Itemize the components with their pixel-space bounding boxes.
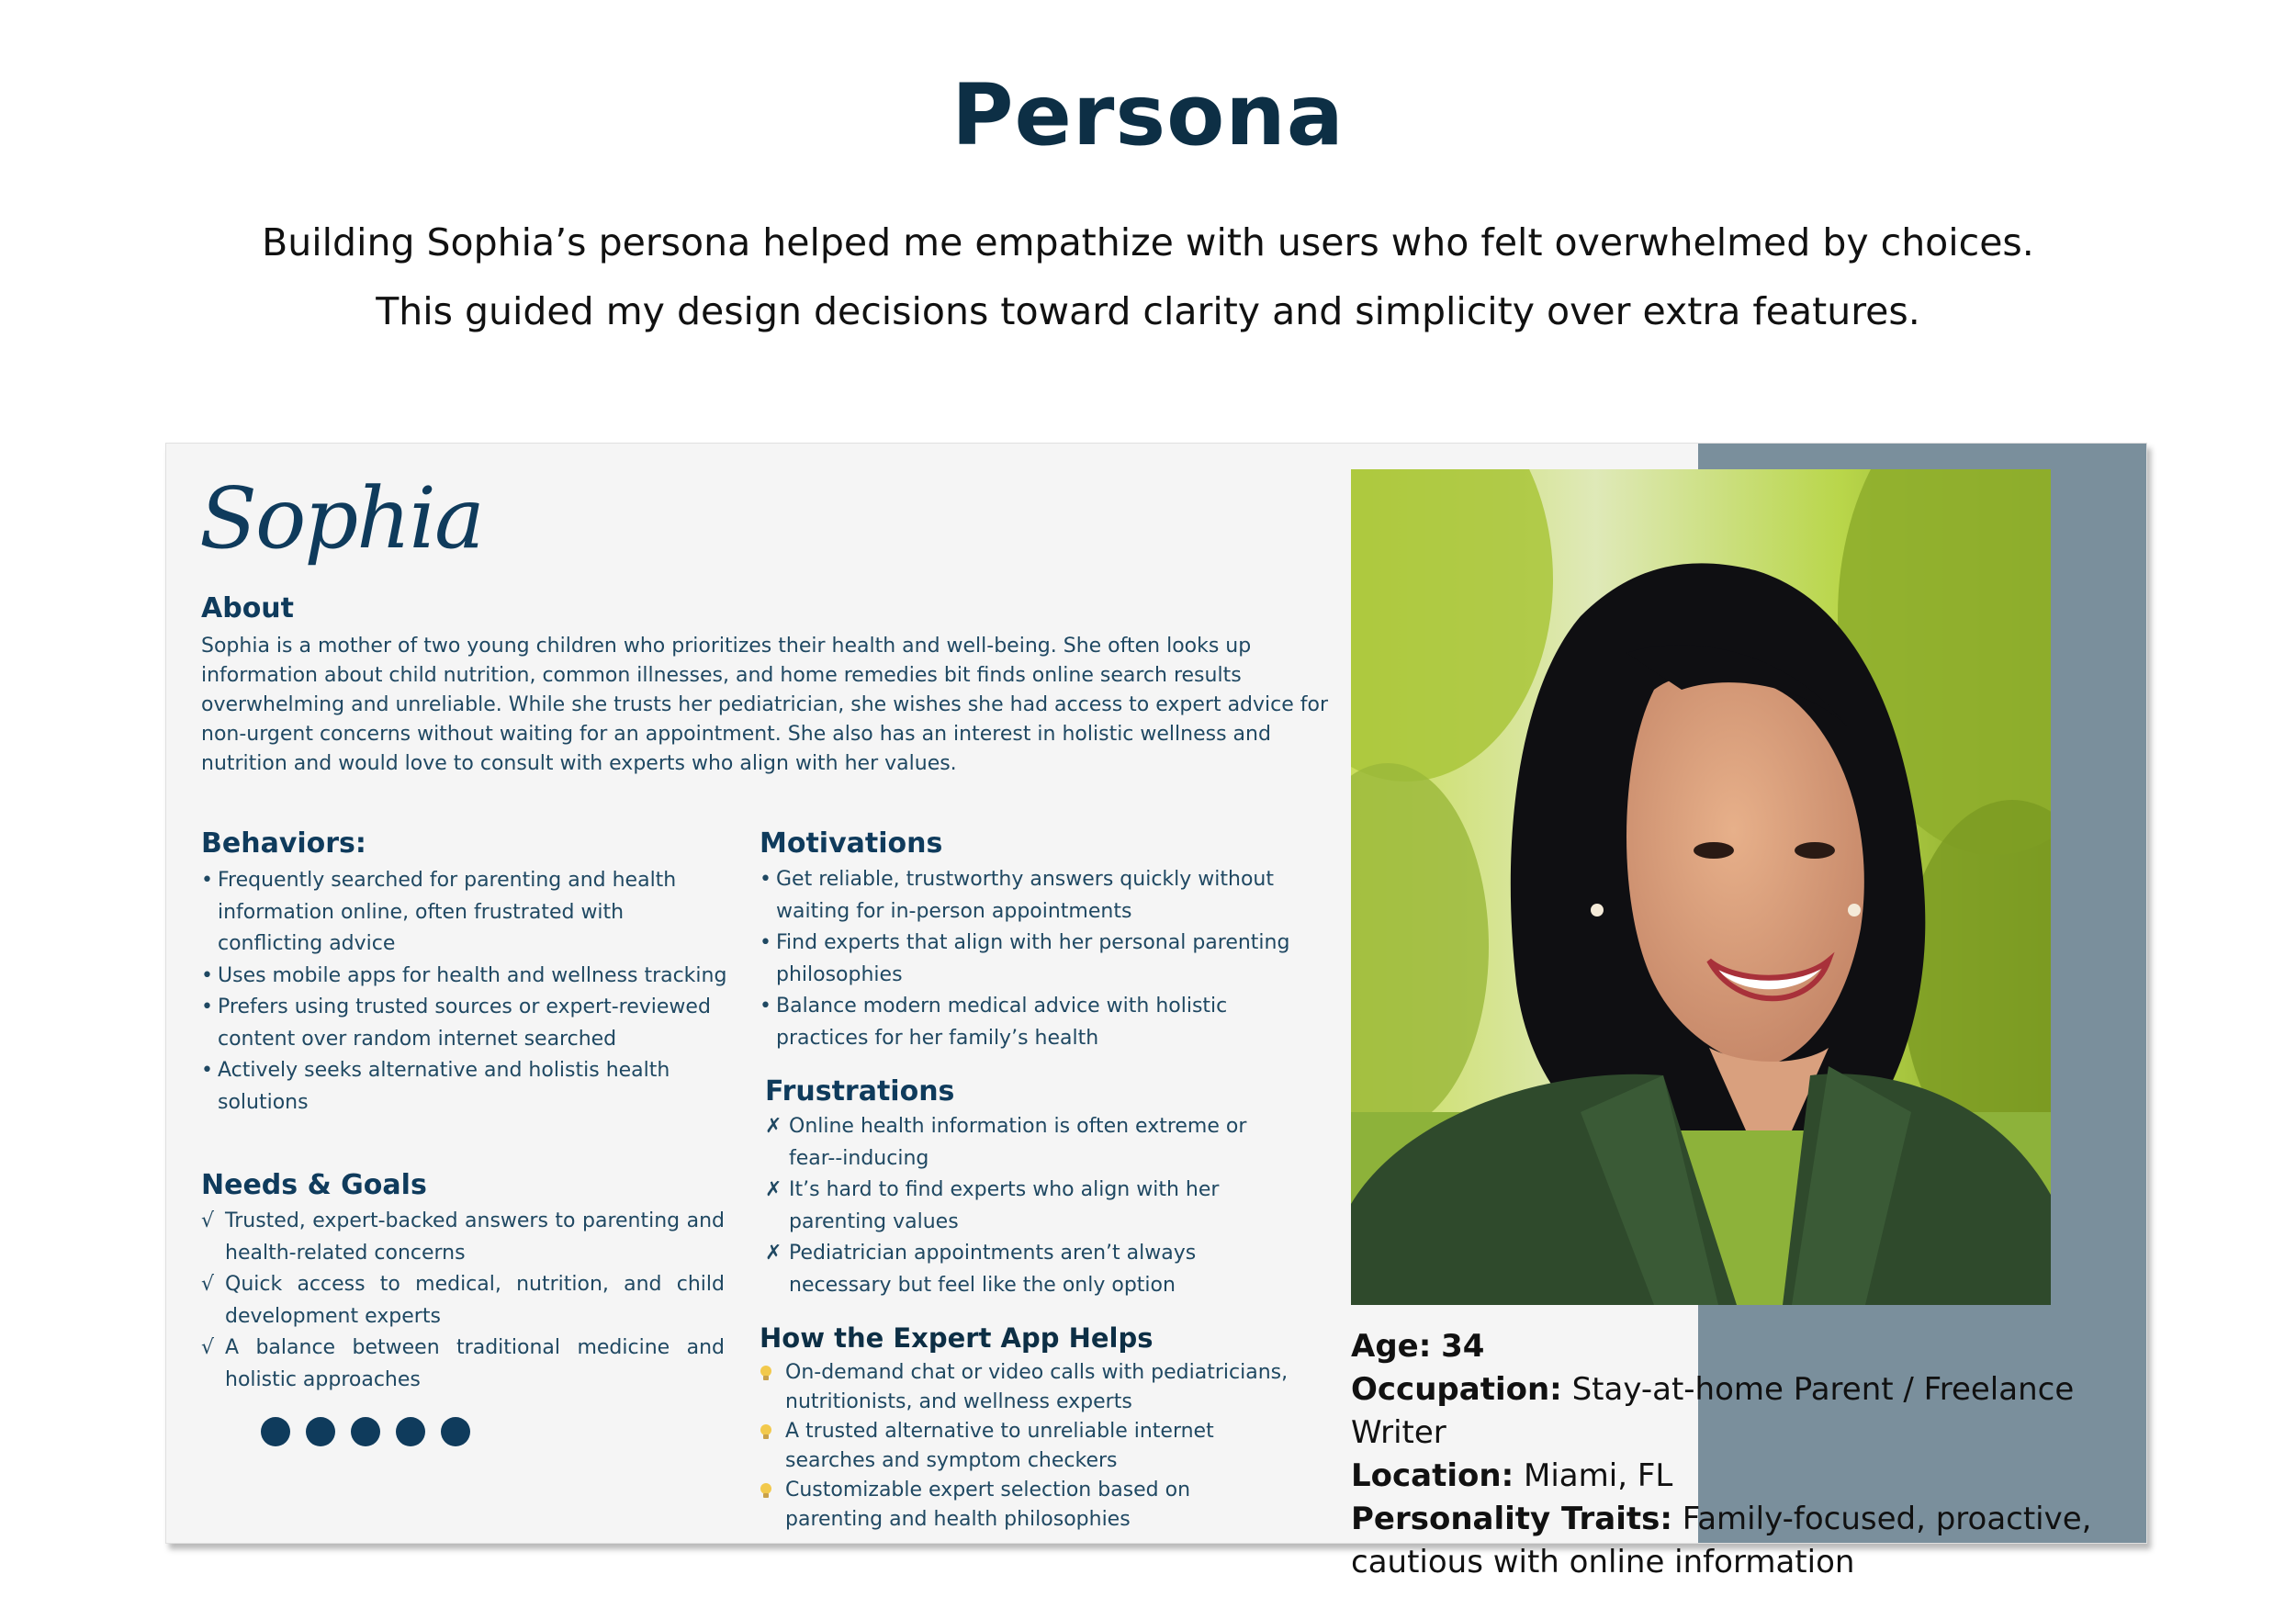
list-item: • Frequently searched for parenting and health information online, often frustrated with conflicting advice — [201, 865, 734, 961]
location-label: Location: — [1351, 1457, 1514, 1494]
check-icon: √ — [201, 1336, 215, 1359]
occupation-value: Stay-at-home Parent / Freelance Writer — [1351, 1371, 2075, 1451]
lightbulb-icon — [760, 1421, 772, 1450]
bullet-marker: • — [201, 963, 213, 987]
needs-heading: Needs & Goals — [201, 1169, 427, 1201]
lightbulb-icon — [760, 1479, 772, 1509]
list-item: ✗ Online health information is often extreme or fear--inducing — [765, 1111, 1298, 1175]
dot — [441, 1417, 470, 1446]
cross-icon: ✗ — [765, 1115, 782, 1138]
list-item: • Actively seeks alternative and holistis health solutions — [201, 1055, 734, 1119]
list-item: On-demand chat or video calls with pediatricians, nutritionists, and wellness experts — [760, 1358, 1292, 1417]
age-label: Age: — [1351, 1328, 1432, 1365]
cross-icon: ✗ — [765, 1178, 782, 1201]
helps-list — [760, 1358, 1292, 1535]
check-icon: √ — [201, 1209, 215, 1232]
check-icon: √ — [201, 1273, 215, 1296]
dot — [306, 1417, 335, 1446]
location-value: Miami, FL — [1524, 1457, 1673, 1494]
dot — [261, 1417, 290, 1446]
persona-card — [165, 443, 2147, 1580]
bullet-marker: • — [201, 995, 213, 1018]
list-item: ✗ Pediatrician appointments aren’t always necessary but feel like the only option — [765, 1238, 1298, 1301]
occupation-row — [1351, 1368, 2141, 1455]
about-text: Sophia is a mother of two young children who prioritizes their health and well-being. She often looks up information about child nutrition, common illnesses, and home remedies bit finds online search results overwhelming and unreliable. While she trusts her pediatrician, she wishes she had access to expert advice for non-urgent concerns without waiting for an appointment. She also has an interest in holistic wellness and nutrition and would love to consult with experts who align with her values. — [201, 635, 1329, 775]
about-heading: About — [201, 592, 295, 624]
persona-details — [1351, 1325, 2141, 1584]
traits-label: Personality Traits: — [1351, 1501, 1672, 1537]
persona-photo — [1351, 469, 2051, 1305]
behaviors-list — [201, 865, 734, 1119]
list-item: √ A balance between traditional medicine and holistic approaches — [201, 1333, 725, 1396]
traits-row — [1351, 1498, 2141, 1584]
age-row — [1351, 1325, 2141, 1368]
bullet-marker: • — [201, 1059, 213, 1082]
list-item: • Balance modern medical advice with holistic practices for her family’s health — [760, 991, 1292, 1054]
lightbulb-icon — [760, 1362, 772, 1391]
traits-value: Family-focused, proactive, cautious with online information — [1351, 1501, 2092, 1580]
cross-icon: ✗ — [765, 1242, 782, 1265]
occupation-label: Occupation: — [1351, 1371, 1562, 1408]
behaviors-heading: Behaviors: — [201, 827, 366, 860]
list-item: √ Trusted, expert-backed answers to parenting and health-related concerns — [201, 1206, 725, 1269]
intro-line-1: Building Sophia’s persona helped me empathize with users who felt overwhelmed by choices. — [262, 220, 2034, 264]
pagination-dots — [261, 1417, 470, 1446]
list-item: √ Quick access to medical, nutrition, and child development experts — [201, 1269, 725, 1333]
bullet-marker: • — [201, 869, 213, 892]
frustrations-heading: Frustrations — [765, 1075, 955, 1108]
motivations-list — [760, 864, 1292, 1054]
list-item: ✗ It’s hard to find experts who align with her parenting values — [765, 1175, 1298, 1238]
bullet-marker: • — [760, 995, 771, 1018]
age-value: 34 — [1441, 1328, 1485, 1365]
page-title: Persona — [951, 66, 1345, 164]
list-item: • Uses mobile apps for health and wellness tracking — [201, 961, 734, 993]
list-item: • Get reliable, trustworthy answers quickly without waiting for in-person appointments — [760, 864, 1292, 928]
list-item: • Prefers using trusted sources or expert-reviewed content over random internet searched — [201, 992, 734, 1055]
helps-heading: How the Expert App Helps — [760, 1322, 1154, 1354]
dot — [396, 1417, 425, 1446]
needs-list — [201, 1206, 725, 1396]
list-item: A trusted alternative to unreliable internet searches and symptom checkers — [760, 1417, 1292, 1476]
list-item: • Find experts that align with her personal parenting philosophies — [760, 928, 1292, 991]
dot — [351, 1417, 380, 1446]
bullet-marker: • — [760, 931, 771, 954]
motivations-heading: Motivations — [760, 827, 943, 860]
location-row — [1351, 1455, 2141, 1498]
intro-line-2: This guided my design decisions toward clarity and simplicity over extra features. — [376, 289, 1920, 333]
list-item: Customizable expert selection based on parenting and health philosophies — [760, 1476, 1292, 1535]
frustrations-list — [765, 1111, 1298, 1301]
persona-name: Sophia — [199, 469, 483, 568]
bullet-marker: • — [760, 868, 771, 891]
